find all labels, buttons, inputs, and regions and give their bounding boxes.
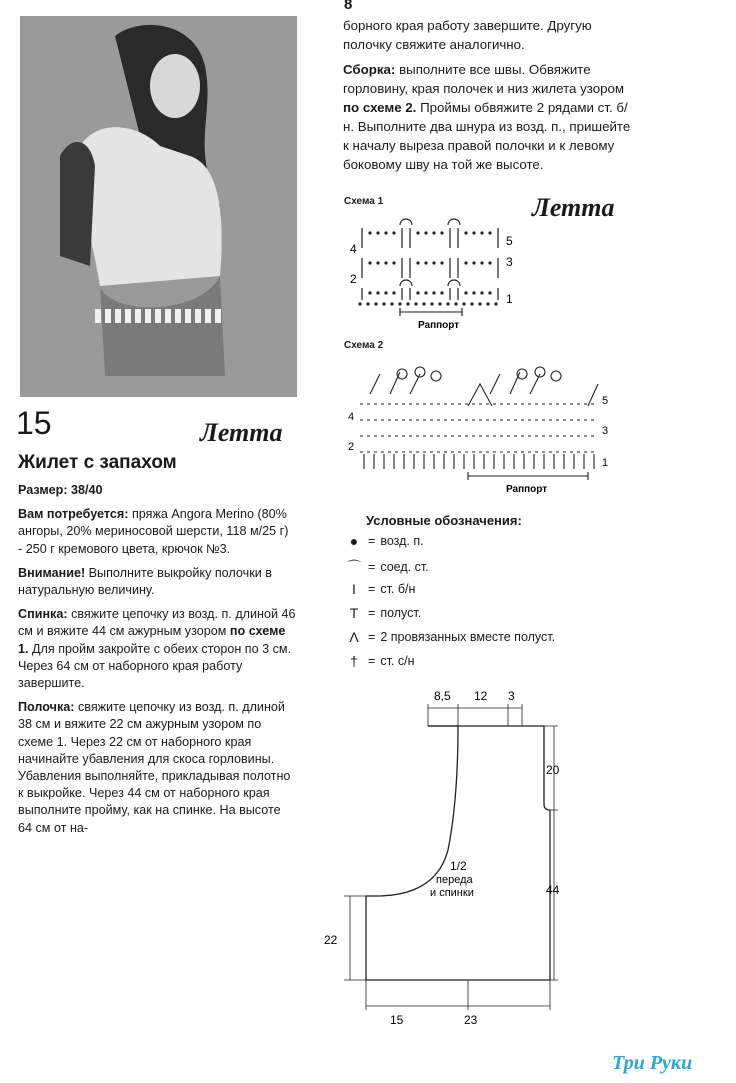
attention-text: Выполните выкройку полочки в натуральную величину.: [18, 565, 272, 598]
legend-text: 2 провязанных вместе полуст.: [380, 630, 556, 644]
materials-text: пряжа Angora Merino (80% ангоры, 20% мериносовой шерсти, 118 м/25 г) - 250 г кремового цвета, крючок №3.: [18, 507, 289, 556]
half-double-icon: T: [349, 605, 359, 621]
attention-paragraph: [18, 565, 296, 599]
assembly-text: выполните все швы. Обвяжите горловину, края полочек и низ жилета узором: [343, 62, 625, 96]
back-ref: по схеме 1.: [18, 624, 286, 656]
dot-icon: ●: [349, 533, 359, 549]
back-paragraph: [18, 606, 296, 692]
legend-item-slip: ⌒ = соед. ст.: [344, 557, 429, 577]
scheme2-rapport: Раппорт: [506, 484, 548, 495]
instructions-right: [343, 16, 631, 180]
legend-item-hdc: T = полуст.: [344, 605, 421, 621]
vertical-bar-icon: I: [352, 581, 356, 597]
scheme1-row-3: 3: [506, 255, 513, 269]
dim-top-2: 12: [474, 689, 488, 703]
scheme2-row-2: 2: [348, 441, 355, 453]
model-photo: [20, 16, 297, 397]
scheme1-row-2: 2: [350, 272, 357, 286]
instructions-left: [18, 482, 296, 844]
attention-label: Внимание!: [18, 565, 86, 580]
arc-icon: ⌒: [347, 559, 361, 575]
legend-item-dc: † = ст. с/н: [344, 653, 414, 669]
legend-text: возд. п.: [380, 534, 424, 548]
scheme2-chart: [340, 354, 620, 499]
legend-item-chain: ● = возд. п.: [344, 533, 424, 549]
scheme2-label: Схема 2: [344, 340, 384, 351]
scheme2-row-4: 4: [348, 411, 355, 423]
diagram-label-front: переда: [436, 874, 473, 886]
scheme1-row-4: 4: [350, 242, 357, 256]
dim-bottom-2: 23: [464, 1013, 478, 1027]
diagram-label-fraction: 1/2: [450, 859, 467, 873]
diagram-label-back: и спинки: [430, 887, 474, 899]
back-text: свяжите цепочку из возд. п. длиной 46 см и вяжите 44 см ажурным узором: [18, 607, 296, 639]
assembly-paragraph: [343, 60, 631, 174]
front-text: свяжите цепочку из возд. п. длиной 38 см и вяжите 22 см ажурным узором по схеме 1. Через 22 см от наборного края начинайте убавления для скоса горловины. Убавления выполняйте, прикладывая полотно к выкройке. Через 44 см от наборного края выполните пройму, как на спинке. На высоте 64 см от на-: [18, 700, 291, 835]
legend-text: соед. ст.: [380, 560, 429, 574]
pattern-diagram: [318, 680, 578, 1032]
legend-item-sc: I = ст. б/н: [344, 581, 415, 597]
size-value: 38/40: [71, 483, 103, 497]
materials-label: Вам потребуется:: [18, 507, 129, 522]
scheme2-row-5: 5: [602, 395, 609, 407]
dim-left: 22: [324, 933, 338, 947]
scheme1-label: Схема 1: [344, 196, 384, 207]
pattern-title: Жилет с запахом: [18, 452, 177, 473]
dim-top-1: 8,5: [434, 689, 451, 703]
dim-top-3: 3: [508, 689, 515, 703]
brand-logo: Летта: [200, 418, 283, 447]
scheme1-dots: [358, 231, 497, 305]
pattern-number: 15: [16, 405, 52, 441]
dim-right-top: 20: [546, 763, 560, 777]
size-label: Размер:: [18, 483, 68, 497]
assembly-text-2: Проймы обвяжите 2 рядами ст. б/н. Выполните два шнура из возд. п., пришейте к началу выреза правой полочки и к левому боковому шву на той же высоте.: [343, 100, 631, 172]
scheme1-row-1: 1: [506, 292, 513, 306]
continuation-paragraph: борного края работу завершите. Другую полочку свяжите аналогично.: [343, 18, 592, 52]
dim-right-bottom: 44: [546, 883, 560, 897]
assembly-ref: по схеме 2.: [343, 100, 417, 115]
legend-text: полуст.: [380, 606, 422, 620]
scheme1-chart: [340, 208, 530, 336]
scheme2-row-3: 3: [602, 425, 609, 437]
size-paragraph: [18, 482, 296, 499]
assembly-label: Сборка:: [343, 62, 396, 77]
legend-text: ст. с/н: [380, 654, 415, 668]
front-label: Полочка:: [18, 700, 75, 715]
materials-paragraph: [18, 506, 296, 558]
scheme2-row-1: 1: [602, 457, 609, 469]
back-text-2: Для пройм закройте с обеих сторон по 3 см. Через 64 см от наборного края работу завершите.: [18, 641, 292, 691]
two-half-double-icon: Ʌ: [349, 629, 359, 645]
legend-text: ст. б/н: [380, 582, 416, 596]
brand-logo-2: Летта: [532, 193, 615, 222]
scheme1-rapport: Раппорт: [418, 320, 460, 331]
back-label: Спинка:: [18, 607, 68, 622]
double-crochet-icon: †: [350, 653, 358, 669]
watermark-logo: Три Руки: [612, 1052, 693, 1074]
front-paragraph: [18, 699, 296, 837]
dim-bottom-1: 15: [390, 1013, 404, 1027]
page-number: 8: [344, 0, 353, 13]
legend-title: Условные обозначения:: [366, 513, 522, 528]
legend-item-hdc2tog: Ʌ = 2 провязанных вместе полуст.: [344, 629, 555, 645]
pattern-outline: [366, 726, 550, 980]
scheme1-row-5: 5: [506, 234, 513, 248]
